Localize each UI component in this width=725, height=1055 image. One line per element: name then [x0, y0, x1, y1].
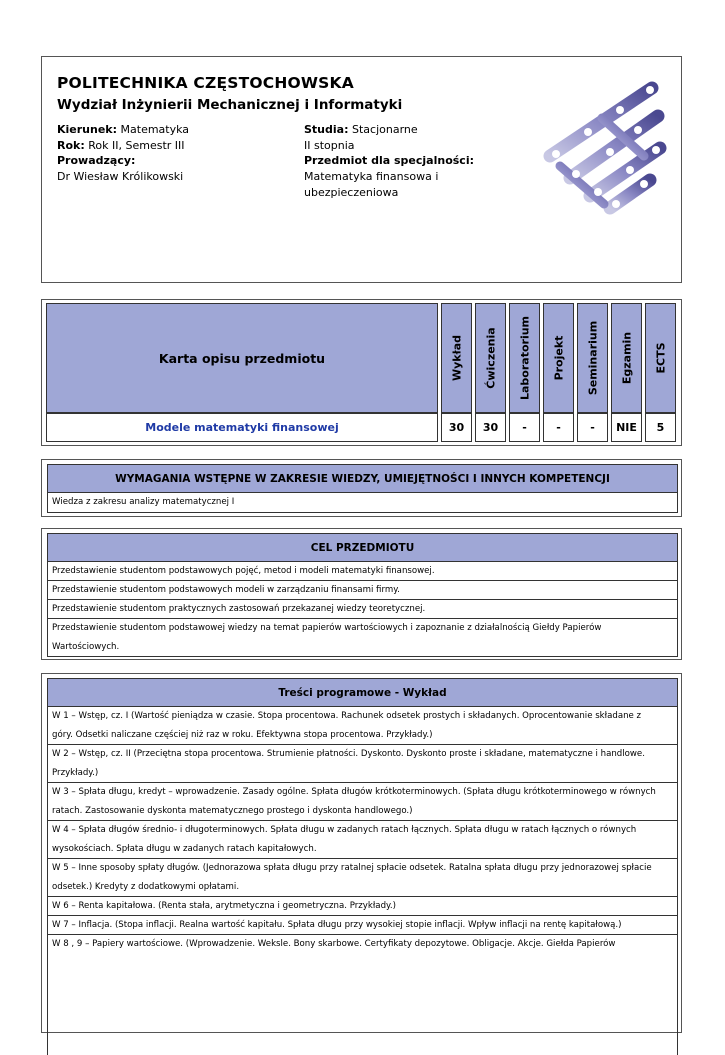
tresci-section	[41, 673, 682, 1033]
rok-label: Rok:	[57, 139, 85, 152]
tresci-item-line: W 2 – Wstęp, cz. II (Przeciętna stopa procentowa. Strumienie płatności. Dyskonto. Dyskonto proste i składane, matematyczne i handlowe.	[52, 749, 645, 759]
value-laboratorium: -	[509, 413, 540, 442]
tresci-item-line: wysokościach. Spłata długu w zadanych ratach kapitałowych.	[52, 843, 317, 854]
kierunek-value: Matematyka	[120, 123, 190, 136]
przedmiot-label: Przedmiot dla specjalności:	[304, 154, 474, 167]
cel-item: Przedstawienie studentom praktycznych zastosowań przekazanej wiedzy teoretycznej.	[47, 600, 678, 619]
column-header-wyklad: Wykład	[441, 303, 472, 413]
tresci-item	[47, 821, 678, 859]
specjalnosc-line-2: ubezpieczeniowa	[304, 186, 399, 199]
rok-line	[57, 138, 185, 154]
tresci-title: Treści programowe - Wykład	[47, 678, 678, 707]
tresci-item	[47, 745, 678, 783]
wymagania-section	[41, 459, 682, 517]
cel-item-line: Przedstawienie studentom podstawowej wiedzy na temat papierów wartościowych i zapoznanie z działalnością Giełdy Papierów	[52, 623, 602, 633]
tresci-item-line: ratach. Zastosowanie dyskonta matematycznego prostego i dyskonta handlowego.)	[52, 805, 413, 816]
kierunek-label: Kierunek:	[57, 123, 118, 136]
value-ects: 5	[645, 413, 676, 442]
tresci-item-line: W 4 – Spłata długów średnio- i długoterminowych. Spłata długu w zadanych ratach łącznych. Spłata długu w ratach łącznych o równych	[52, 825, 637, 835]
studia-line	[304, 122, 418, 138]
tresci-item-line: W 6 – Renta kapitałowa. (Renta stała, arytmetyczna i geometryczna. Przykłady.)	[52, 901, 396, 911]
value-projekt: -	[543, 413, 574, 442]
prowadzacy-label: Prowadzący:	[57, 154, 136, 167]
value-egzamin: NIE	[611, 413, 642, 442]
cel-item	[47, 619, 678, 657]
tresci-item-line: W 3 – Spłata długu, kredyt – wprowadzenie. Zasady ogólne. Spłata długów krótkoterminowych. (Spłata długu krótkoterminowego w równych	[52, 787, 656, 797]
column-header-seminarium: Seminarium	[577, 303, 608, 413]
tresci-item-line: W 1 – Wstęp, cz. I (Wartość pieniądza w czasie. Stopa procentowa. Rachunek odsetek prostych i składanych. Oprocentowanie składane z	[52, 711, 642, 721]
tresci-item-line: odsetek.) Kredyty z dodatkowymi opłatami.	[52, 881, 240, 892]
studia-label: Studia:	[304, 123, 349, 136]
subject-name: Modele matematyki finansowej	[46, 413, 438, 442]
tresci-item	[47, 859, 678, 897]
tresci-item-line: W 7 – Inflacja. (Stopa inflacji. Realna wartość kapitału. Spłata długu przy wysokiej stopie inflacji. Wpływ inflacji na rentę kapitałową.)	[52, 920, 622, 930]
university-logo	[532, 68, 672, 220]
value-wyklad: 30	[441, 413, 472, 442]
tresci-item	[47, 897, 678, 916]
column-header-egzamin: Egzamin	[611, 303, 642, 413]
value-seminarium: -	[577, 413, 608, 442]
faculty-name: Wydział Inżynierii Mechanicznej i Informatyki	[57, 97, 403, 113]
rok-value: Rok II, Semestr III	[88, 139, 185, 152]
przedmiot-line	[304, 153, 474, 169]
tresci-item-line: W 8 , 9 – Papiery wartościowe. (Wprowadzenie. Weksle. Bony skarbowe. Certyfikaty depozytowe. Obligacje. Akcje. Giełda Papierów	[52, 939, 616, 949]
tresci-item-line: Przykłady.)	[52, 767, 99, 778]
tresci-item	[47, 707, 678, 745]
studia-value: Stacjonarne	[351, 123, 418, 136]
prowadzacy-line	[57, 153, 135, 169]
wymagania-item: Wiedza z zakresu analizy matematycznej I	[47, 493, 678, 513]
karta-title: Karta opisu przedmiotu	[46, 303, 438, 413]
cel-item: Przedstawienie studentom podstawowych modeli w zarządzaniu finansami firmy.	[47, 581, 678, 600]
stopien-value: II stopnia	[304, 139, 355, 152]
tresci-item-line: W 5 – Inne sposoby spłaty długów. (Jednorazowa spłata długu przy ratalnej spłacie odsetek. Ratalna spłata długu przy jednorazowej spłacie	[52, 863, 652, 873]
tresci-item	[47, 935, 678, 1055]
wymagania-title: WYMAGANIA WSTĘPNE W ZAKRESIE WIEDZY, UMIEJĘTNOŚCI I INNYCH KOMPETENCJI	[47, 464, 678, 493]
tresci-item	[47, 783, 678, 821]
column-header-cwiczenia: Ćwiczenia	[475, 303, 506, 413]
value-cwiczenia: 30	[475, 413, 506, 442]
column-header-laboratorium: Laboratorium	[509, 303, 540, 413]
specjalnosc-line-1: Matematyka finansowa i	[304, 170, 439, 183]
prowadzacy-value: Dr Wiesław Królikowski	[57, 170, 184, 183]
column-header-projekt: Projekt	[543, 303, 574, 413]
cel-item-line: Wartościowych.	[52, 641, 120, 652]
university-name: POLITECHNIKA CZĘSTOCHOWSKA	[57, 74, 354, 92]
tresci-item	[47, 916, 678, 935]
column-header-ects: ECTS	[645, 303, 676, 413]
kierunek-line	[57, 122, 189, 138]
cel-section	[41, 528, 682, 660]
cel-item: Przedstawienie studentom podstawowych pojęć, metod i modeli matematyki finansowej.	[47, 562, 678, 581]
tresci-item-line: góry. Odsetki naliczane częściej niż raz w roku. Efektywna stopa procentowa. Przykłady.)	[52, 729, 433, 740]
cel-title: CEL PRZEDMIOTU	[47, 533, 678, 562]
